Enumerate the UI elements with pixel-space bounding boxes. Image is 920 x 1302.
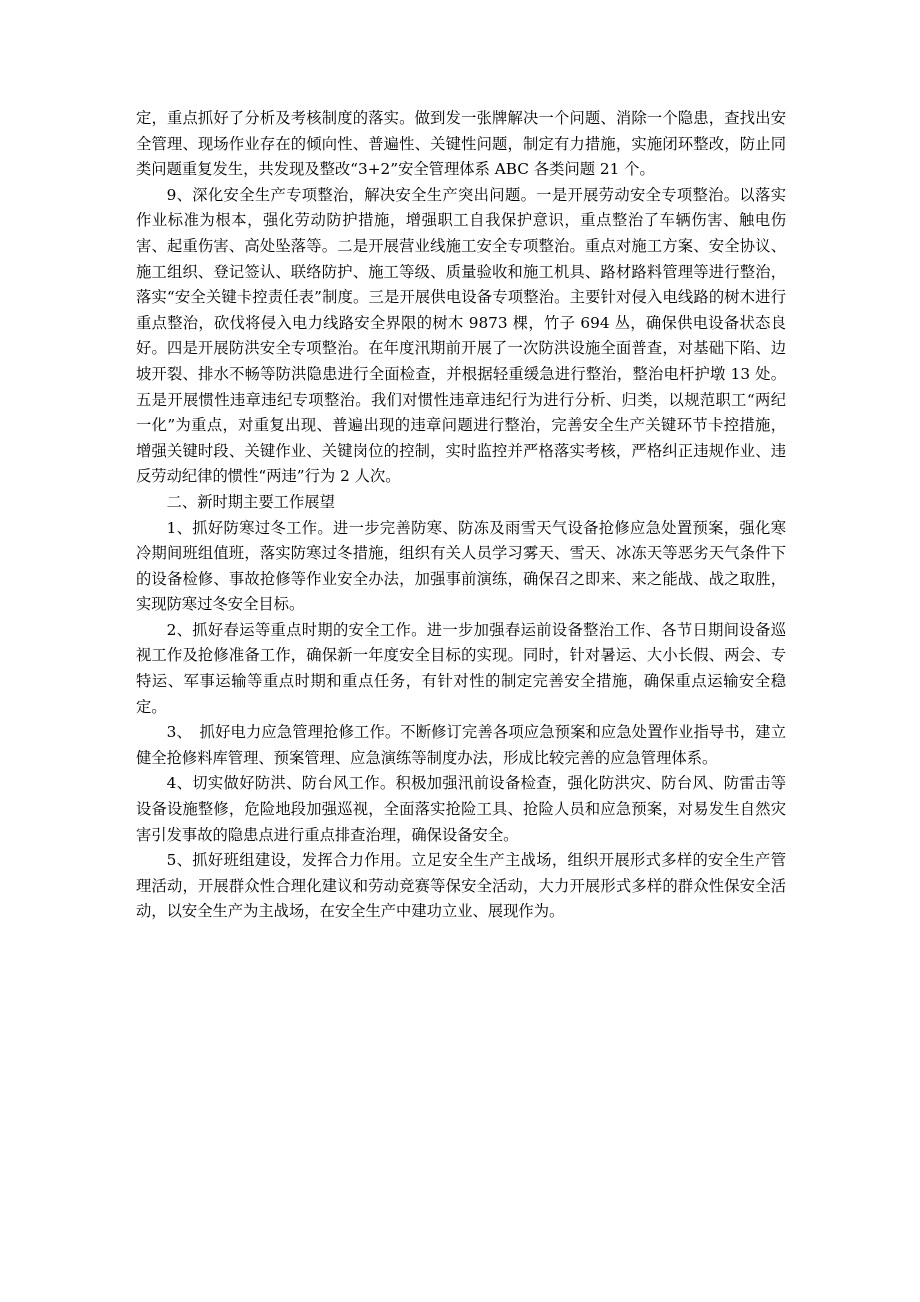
paragraph-continuation: 定，重点抓好了分析及考核制度的落实。做到发一张牌解决一个问题、消除一个隐患，查找出安全管理、现场作业存在的倾向性、普遍性、关键性问题，制定有力措施，实施闭环整改，防止同类问题重复发生，共发现及整改“3+2”安全管理体系 ABC 各类问题 21 个。 (136, 109, 786, 179)
paragraph-item-5: 5、抓好班组建设，发挥合力作用。立足安全生产主战场，组织开展形式多样的安全生产管理活动，开展群众性合理化建议和劳动竞赛等保安全活动，大力开展形式多样的群众性保安全活动，以安全生产为主战场，在安全生产中建功立业、展现作为。 (136, 851, 786, 921)
paragraph-item-3: 3、 抓好电力应急管理抢修工作。不断修订完善各项应急预案和应急处置作业指导书，建立健全抢修料库管理、预案管理、应急演练等制度办法，形成比较完善的应急管理体系。 (136, 723, 786, 767)
paragraph-item-9: 9、深化安全生产专项整治，解决安全生产突出问题。一是开展劳动安全专项整治。以落实作业标准为根本，强化劳动防护措施，增强职工自我保护意识，重点整治了车辆伤害、触电伤害、起重伤害、高处坠落等。二是开展营业线施工安全专项整治。重点对施工方案、安全协议、施工组织、登记签认、联络防护、施工等级、质量验收和施工机具、路材路料管理等进行整治，落实“安全关键卡控责任表”制度。三是开展供电设备专项整治。主要针对侵入电线路的树木进行重点整治，砍伐将侵入电力线路安全界限的树木 9873 棵，竹子 694 丛，确保供电设备状态良好。四是开展防洪安全专项整治。在年度汛期前开展了一次防洪设施全面普查，对基础下陷、边坡开裂、排水不畅等防洪隐患进行全面检查，并根据轻重缓急进行整治，整治电杆护墩 13 处。五是开展惯性违章违纪专项整治。我们对惯性违章违纪行为进行分析、归类，以规范职工“两纪一化”为重点，对重复出现、普遍出现的违章问题进行整治，完善安全生产关键环节卡控措施，增强关键时段、关键作业、关键岗位的控制，实时监控并严格落实考核，严格纠正违规作业、违反劳动纪律的惯性“两违”行为 2 人次。 (136, 185, 786, 486)
paragraph-item-4: 4、切实做好防洪、防台风工作。积极加强汛前设备检查，强化防洪灾、防台风、防雷击等设备设施整修，危险地段加强巡视，全面落实抢险工具、抢险人员和应急预案，对易发生自然灾害引发事故的隐患点进行重点排查治理，确保设备安全。 (136, 774, 786, 844)
paragraph-item-1: 1、抓好防寒过冬工作。进一步完善防寒、防冻及雨雪天气设备抢修应急处置预案，强化寒冷期间班组值班，落实防寒过冬措施，组织有关人员学习雾天、雪天、冰冻天等恶劣天气条件下的设备检修、事故抢修等作业安全办法，加强事前演练，确保召之即来、来之能战、战之取胜，实现防寒过冬安全目标。 (136, 518, 786, 614)
paragraph-item-2: 2、抓好春运等重点时期的安全工作。进一步加强春运前设备整治工作、各节日期间设备巡视工作及抢修准备工作，确保新一年度安全目标的实现。同时，针对暑运、大小长假、两会、专特运、军事运输等重点时期和重点任务，有针对性的制定完善安全措施，确保重点运输安全稳定。 (136, 620, 786, 716)
section-heading-outlook: 二、新时期主要工作展望 (166, 492, 335, 511)
document-body (136, 106, 786, 925)
